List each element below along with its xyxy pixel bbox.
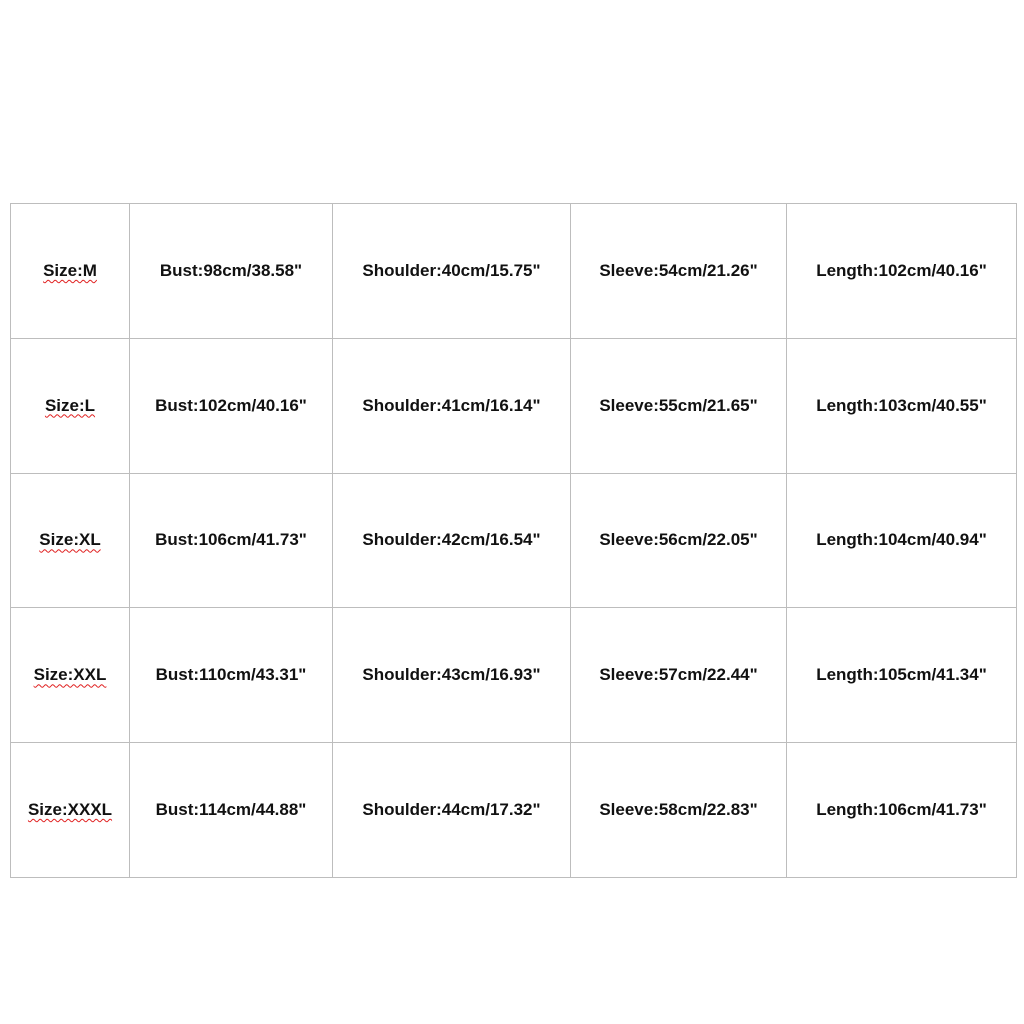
table-row xyxy=(11,473,1017,608)
shoulder-cell: Shoulder:43cm/16.93" xyxy=(333,608,571,743)
sleeve-cell: Sleeve:57cm/22.44" xyxy=(571,608,787,743)
sleeve-cell: Sleeve:56cm/22.05" xyxy=(571,473,787,608)
bust-cell: Bust:106cm/41.73" xyxy=(130,473,333,608)
size-cell xyxy=(11,473,130,608)
size-label: Size:XXXL xyxy=(27,800,113,820)
bust-cell: Bust:98cm/38.58" xyxy=(130,204,333,339)
shoulder-cell: Shoulder:42cm/16.54" xyxy=(333,473,571,608)
shoulder-cell: Shoulder:41cm/16.14" xyxy=(333,338,571,473)
table-row xyxy=(11,338,1017,473)
bust-cell: Bust:114cm/44.88" xyxy=(130,743,333,878)
table-row xyxy=(11,743,1017,878)
sleeve-cell: Sleeve:55cm/21.65" xyxy=(571,338,787,473)
length-cell: Length:102cm/40.16" xyxy=(787,204,1017,339)
table-row xyxy=(11,608,1017,743)
size-cell xyxy=(11,608,130,743)
size-label: Size:M xyxy=(43,260,97,280)
size-label: Size:L xyxy=(44,395,96,415)
sleeve-cell: Sleeve:54cm/21.26" xyxy=(571,204,787,339)
shoulder-cell: Shoulder:44cm/17.32" xyxy=(333,743,571,878)
length-cell: Length:106cm/41.73" xyxy=(787,743,1017,878)
size-cell xyxy=(11,338,130,473)
size-cell xyxy=(11,204,130,339)
size-cell xyxy=(11,743,130,878)
size-label: Size:XL xyxy=(39,530,101,550)
length-cell: Length:105cm/41.34" xyxy=(787,608,1017,743)
bust-cell: Bust:110cm/43.31" xyxy=(130,608,333,743)
table-row xyxy=(11,204,1017,339)
sleeve-cell: Sleeve:58cm/22.83" xyxy=(571,743,787,878)
length-cell: Length:103cm/40.55" xyxy=(787,338,1017,473)
size-label: Size:XXL xyxy=(33,665,107,685)
bust-cell: Bust:102cm/40.16" xyxy=(130,338,333,473)
shoulder-cell: Shoulder:40cm/15.75" xyxy=(333,204,571,339)
size-chart-table xyxy=(10,203,1017,878)
length-cell: Length:104cm/40.94" xyxy=(787,473,1017,608)
